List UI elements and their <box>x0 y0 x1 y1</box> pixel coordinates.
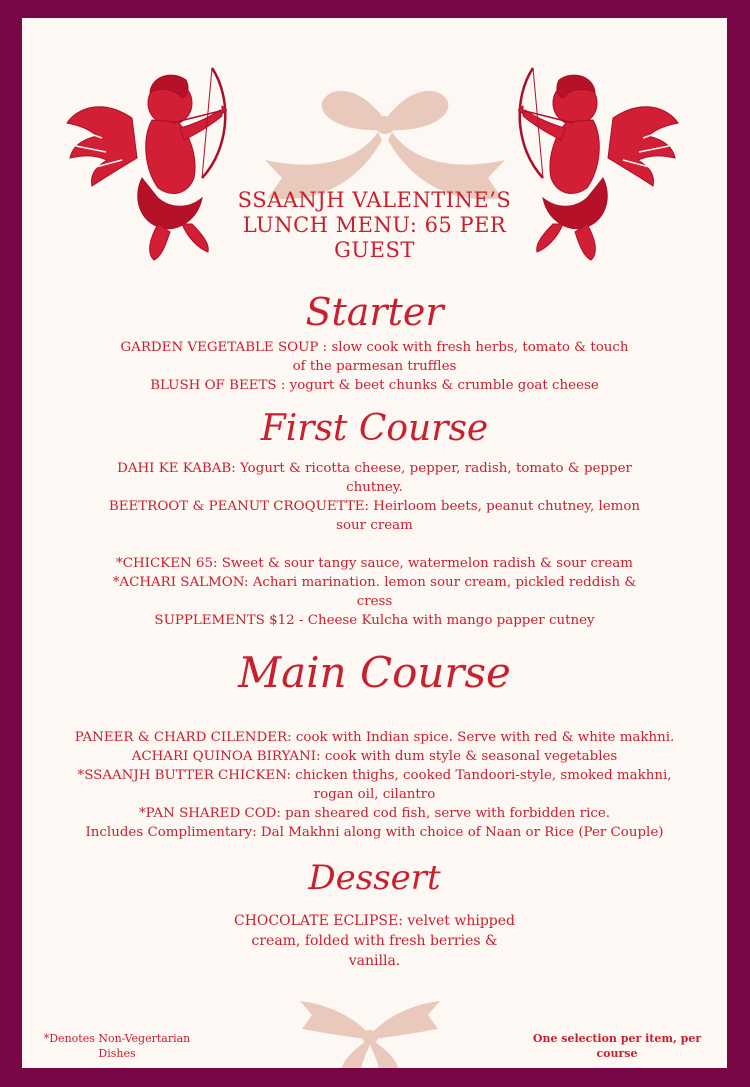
footnote-line: Dishes <box>98 1047 136 1060</box>
menu-line: of the parmesan truffles <box>292 359 457 374</box>
footnote-line: course <box>596 1047 638 1060</box>
menu-line: BEETROOT & PEANUT CROQUETTE: Heirloom beets, peanut chutney, lemon <box>108 499 641 514</box>
main-course-heading: Main Course <box>238 648 511 697</box>
menu-line: *CHICKEN 65: Sweet & sour tangy sauce, watermelon radish & sour cream <box>116 556 633 571</box>
starter-heading: Starter <box>305 290 444 334</box>
ribbon-bow-bottom-icon <box>280 993 460 1068</box>
menu-line: *SSAANJH BUTTER CHICKEN: chicken thighs, cooked Tandoori-style, smoked makhni, <box>77 768 672 783</box>
menu-line: rogan oil, cilantro <box>313 787 436 802</box>
menu-line: vanilla. <box>348 953 401 969</box>
footnote-selection <box>522 1031 712 1061</box>
menu-title <box>22 188 727 263</box>
menu-line: cress <box>356 594 393 609</box>
menu-line <box>22 535 727 554</box>
footnote-line: *Denotes Non-Vegertarian <box>43 1032 191 1045</box>
menu-page <box>22 18 727 1068</box>
menu-line: chutney. <box>346 480 403 495</box>
menu-line: cream, folded with fresh berries & <box>251 933 498 949</box>
menu-line: *PAN SHARED COD: pan sheared cod fish, serve with forbidden rice. <box>138 806 611 821</box>
first-course-section <box>22 459 727 630</box>
footnote-line: One selection per item, per <box>532 1032 702 1045</box>
menu-line: CHOCOLATE ECLIPSE: velvet whipped <box>234 913 515 929</box>
main-course-section <box>22 728 727 842</box>
menu-line: ACHARI QUINOA BIRYANI: cook with dum style & seasonal vegetables <box>131 749 618 764</box>
menu-line: PANEER & CHARD CILENDER: cook with Indian spice. Serve with red & white makhni. <box>74 730 675 745</box>
menu-line: BLUSH OF BEETS : yogurt & beet chunks & crumble goat cheese <box>150 378 599 393</box>
title-line: SSAANJH VALENTINE’S <box>237 188 512 212</box>
menu-line: DAHI KE KABAB: Yogurt & ricotta cheese, pepper, radish, tomato & pepper <box>117 461 632 476</box>
first-course-heading: First Course <box>260 408 489 449</box>
menu-line: SUPPLEMENTS $12 - Cheese Kulcha with mango papper cutney <box>154 613 595 628</box>
menu-line: *ACHARI SALMON: Achari marination. lemon sour cream, pickled reddish & <box>112 575 637 590</box>
title-line: LUNCH MENU: 65 PER <box>242 213 507 237</box>
starter-section <box>22 338 727 395</box>
dessert-heading: Dessert <box>308 858 441 898</box>
menu-line: GARDEN VEGETABLE SOUP : slow cook with fresh herbs, tomato & touch <box>120 340 629 355</box>
menu-line: sour cream <box>336 518 413 533</box>
menu-line: Includes Complimentary: Dal Makhni along with choice of Naan or Rice (Per Couple) <box>85 825 664 840</box>
footnote-nonveg <box>22 1031 212 1061</box>
dessert-section <box>22 911 727 971</box>
title-line: GUEST <box>334 238 415 262</box>
